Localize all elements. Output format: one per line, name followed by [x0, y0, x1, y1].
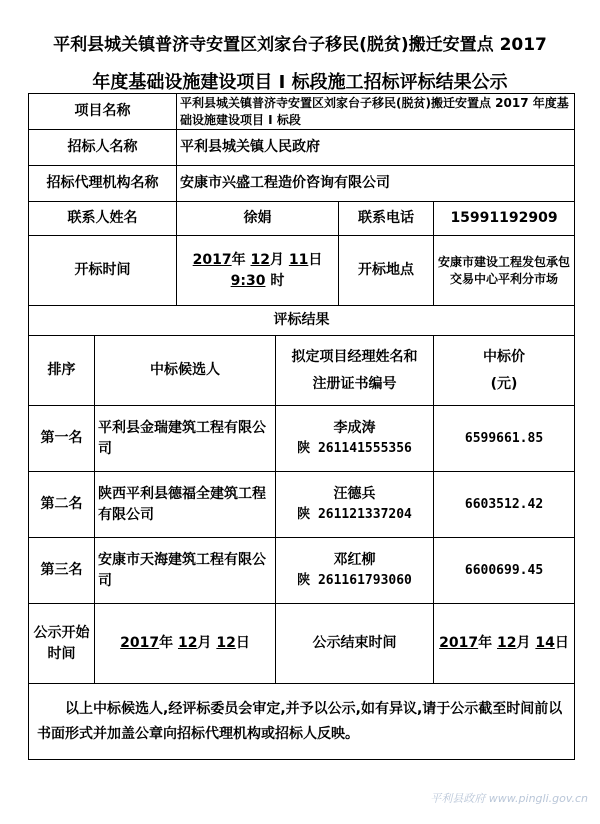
phone-value: 15991192909: [434, 202, 575, 236]
publicity-start-value: [95, 604, 276, 684]
cert-number: 陕 261121337204: [297, 507, 412, 523]
table-row-headers: [29, 336, 575, 406]
table-row-notice: [29, 684, 575, 760]
open-month: 12: [250, 251, 270, 268]
start-day: 12: [216, 635, 236, 651]
header-price-line2: (元): [490, 375, 518, 392]
rank-cell: 第一名: [29, 406, 95, 472]
unit-month: 月: [269, 251, 284, 268]
table-row-project: [29, 94, 575, 130]
rank-cell: 第三名: [29, 538, 95, 604]
rank-cell: 第二名: [29, 472, 95, 538]
price-cell: 6600699.45: [434, 538, 575, 604]
unit-day: 日: [308, 251, 323, 268]
contact-label: 联系人姓名: [29, 202, 177, 236]
company-cell: 安康市天海建筑工程有限公司: [95, 538, 276, 604]
unit-hour: 时: [270, 272, 285, 289]
open-place-value: 安康市建设工程发包承包交易中心平利分市场: [434, 236, 575, 306]
table-row-tenderer: [29, 130, 575, 166]
table-row: [29, 472, 575, 538]
page-title-line2: 年度基础设施建设项目 I 标段施工招标评标结果公示: [92, 72, 508, 93]
price-cell: 6603512.42: [434, 472, 575, 538]
unit-day: 日: [554, 635, 569, 651]
price-cell: 6599661.85: [434, 406, 575, 472]
publicity-start-label: 公示开始时间: [29, 604, 95, 684]
unit-year: 年: [159, 635, 174, 651]
open-time-value: [177, 236, 339, 306]
cert-number: 陕 261161793060: [297, 573, 412, 589]
header-manager: [276, 336, 434, 406]
table-row-opening: [29, 236, 575, 306]
header-manager-line1: 拟定项目经理姓名和: [291, 348, 418, 365]
company-cell: 陕西平利县德福全建筑工程有限公司: [95, 472, 276, 538]
open-year: 2017: [192, 251, 232, 268]
start-month: 12: [178, 635, 198, 651]
open-hm: 9:30: [230, 272, 266, 289]
unit-year: 年: [231, 251, 246, 268]
publicity-end-value: [434, 604, 575, 684]
manager-cell: [276, 472, 434, 538]
open-day: 11: [288, 251, 309, 268]
end-year: 2017: [439, 635, 479, 651]
cert-number: 陕 261141555356: [297, 441, 412, 457]
unit-day: 日: [235, 635, 250, 651]
end-month: 12: [497, 635, 517, 651]
manager-name: 邓红柳: [333, 552, 376, 569]
header-manager-line2: 注册证书编号: [312, 375, 397, 392]
agency-value: 安康市兴盛工程造价咨询有限公司: [177, 166, 575, 202]
start-year: 2017: [120, 635, 160, 651]
table-row-agency: [29, 166, 575, 202]
publicity-end-label: 公示结束时间: [276, 604, 434, 684]
tenderer-label: 招标人名称: [29, 130, 177, 166]
manager-name: 汪德兵: [333, 486, 376, 503]
table-row-publicity: [29, 604, 575, 684]
table-row-results-title: [29, 306, 575, 336]
notice-text: 以上中标候选人,经评标委员会审定,并予以公示,如有异议,请于公示截至时间前以书面形式并加盖公章向招标代理机构或招标人反映。: [29, 684, 575, 760]
unit-year: 年: [478, 635, 493, 651]
unit-month: 月: [197, 635, 212, 651]
header-price-line1: 中标价: [483, 348, 526, 365]
manager-cell: [276, 538, 434, 604]
open-time-label: 开标时间: [29, 236, 177, 306]
header-price: [434, 336, 575, 406]
open-place-label: 开标地点: [339, 236, 434, 306]
announcement-table: [28, 93, 575, 760]
table-row: [29, 406, 575, 472]
manager-cell: [276, 406, 434, 472]
manager-name: 李成涛: [333, 420, 376, 437]
company-cell: 平利县金瑞建筑工程有限公司: [95, 406, 276, 472]
end-day: 14: [535, 635, 555, 651]
header-rank: 排序: [29, 336, 95, 406]
unit-month: 月: [516, 635, 531, 651]
project-label: 项目名称: [29, 94, 177, 130]
site-watermark: 平利县政府 www.pingli.gov.cn: [430, 792, 588, 805]
table-row-contact: [29, 202, 575, 236]
agency-label: 招标代理机构名称: [29, 166, 177, 202]
header-candidate: 中标候选人: [95, 336, 276, 406]
contact-value: 徐娟: [177, 202, 339, 236]
phone-label: 联系电话: [339, 202, 434, 236]
project-value: 平利县城关镇普济寺安置区刘家台子移民(脱贫)搬迁安置点 2017 年度基础设施建设项目 I 标段: [177, 94, 575, 130]
table-row: [29, 538, 575, 604]
tenderer-value: 平利县城关镇人民政府: [177, 130, 575, 166]
page-title-line1: 平利县城关镇普济寺安置区刘家台子移民(脱贫)搬迁安置点 2017: [53, 35, 547, 55]
results-section-title: 评标结果: [29, 306, 575, 336]
